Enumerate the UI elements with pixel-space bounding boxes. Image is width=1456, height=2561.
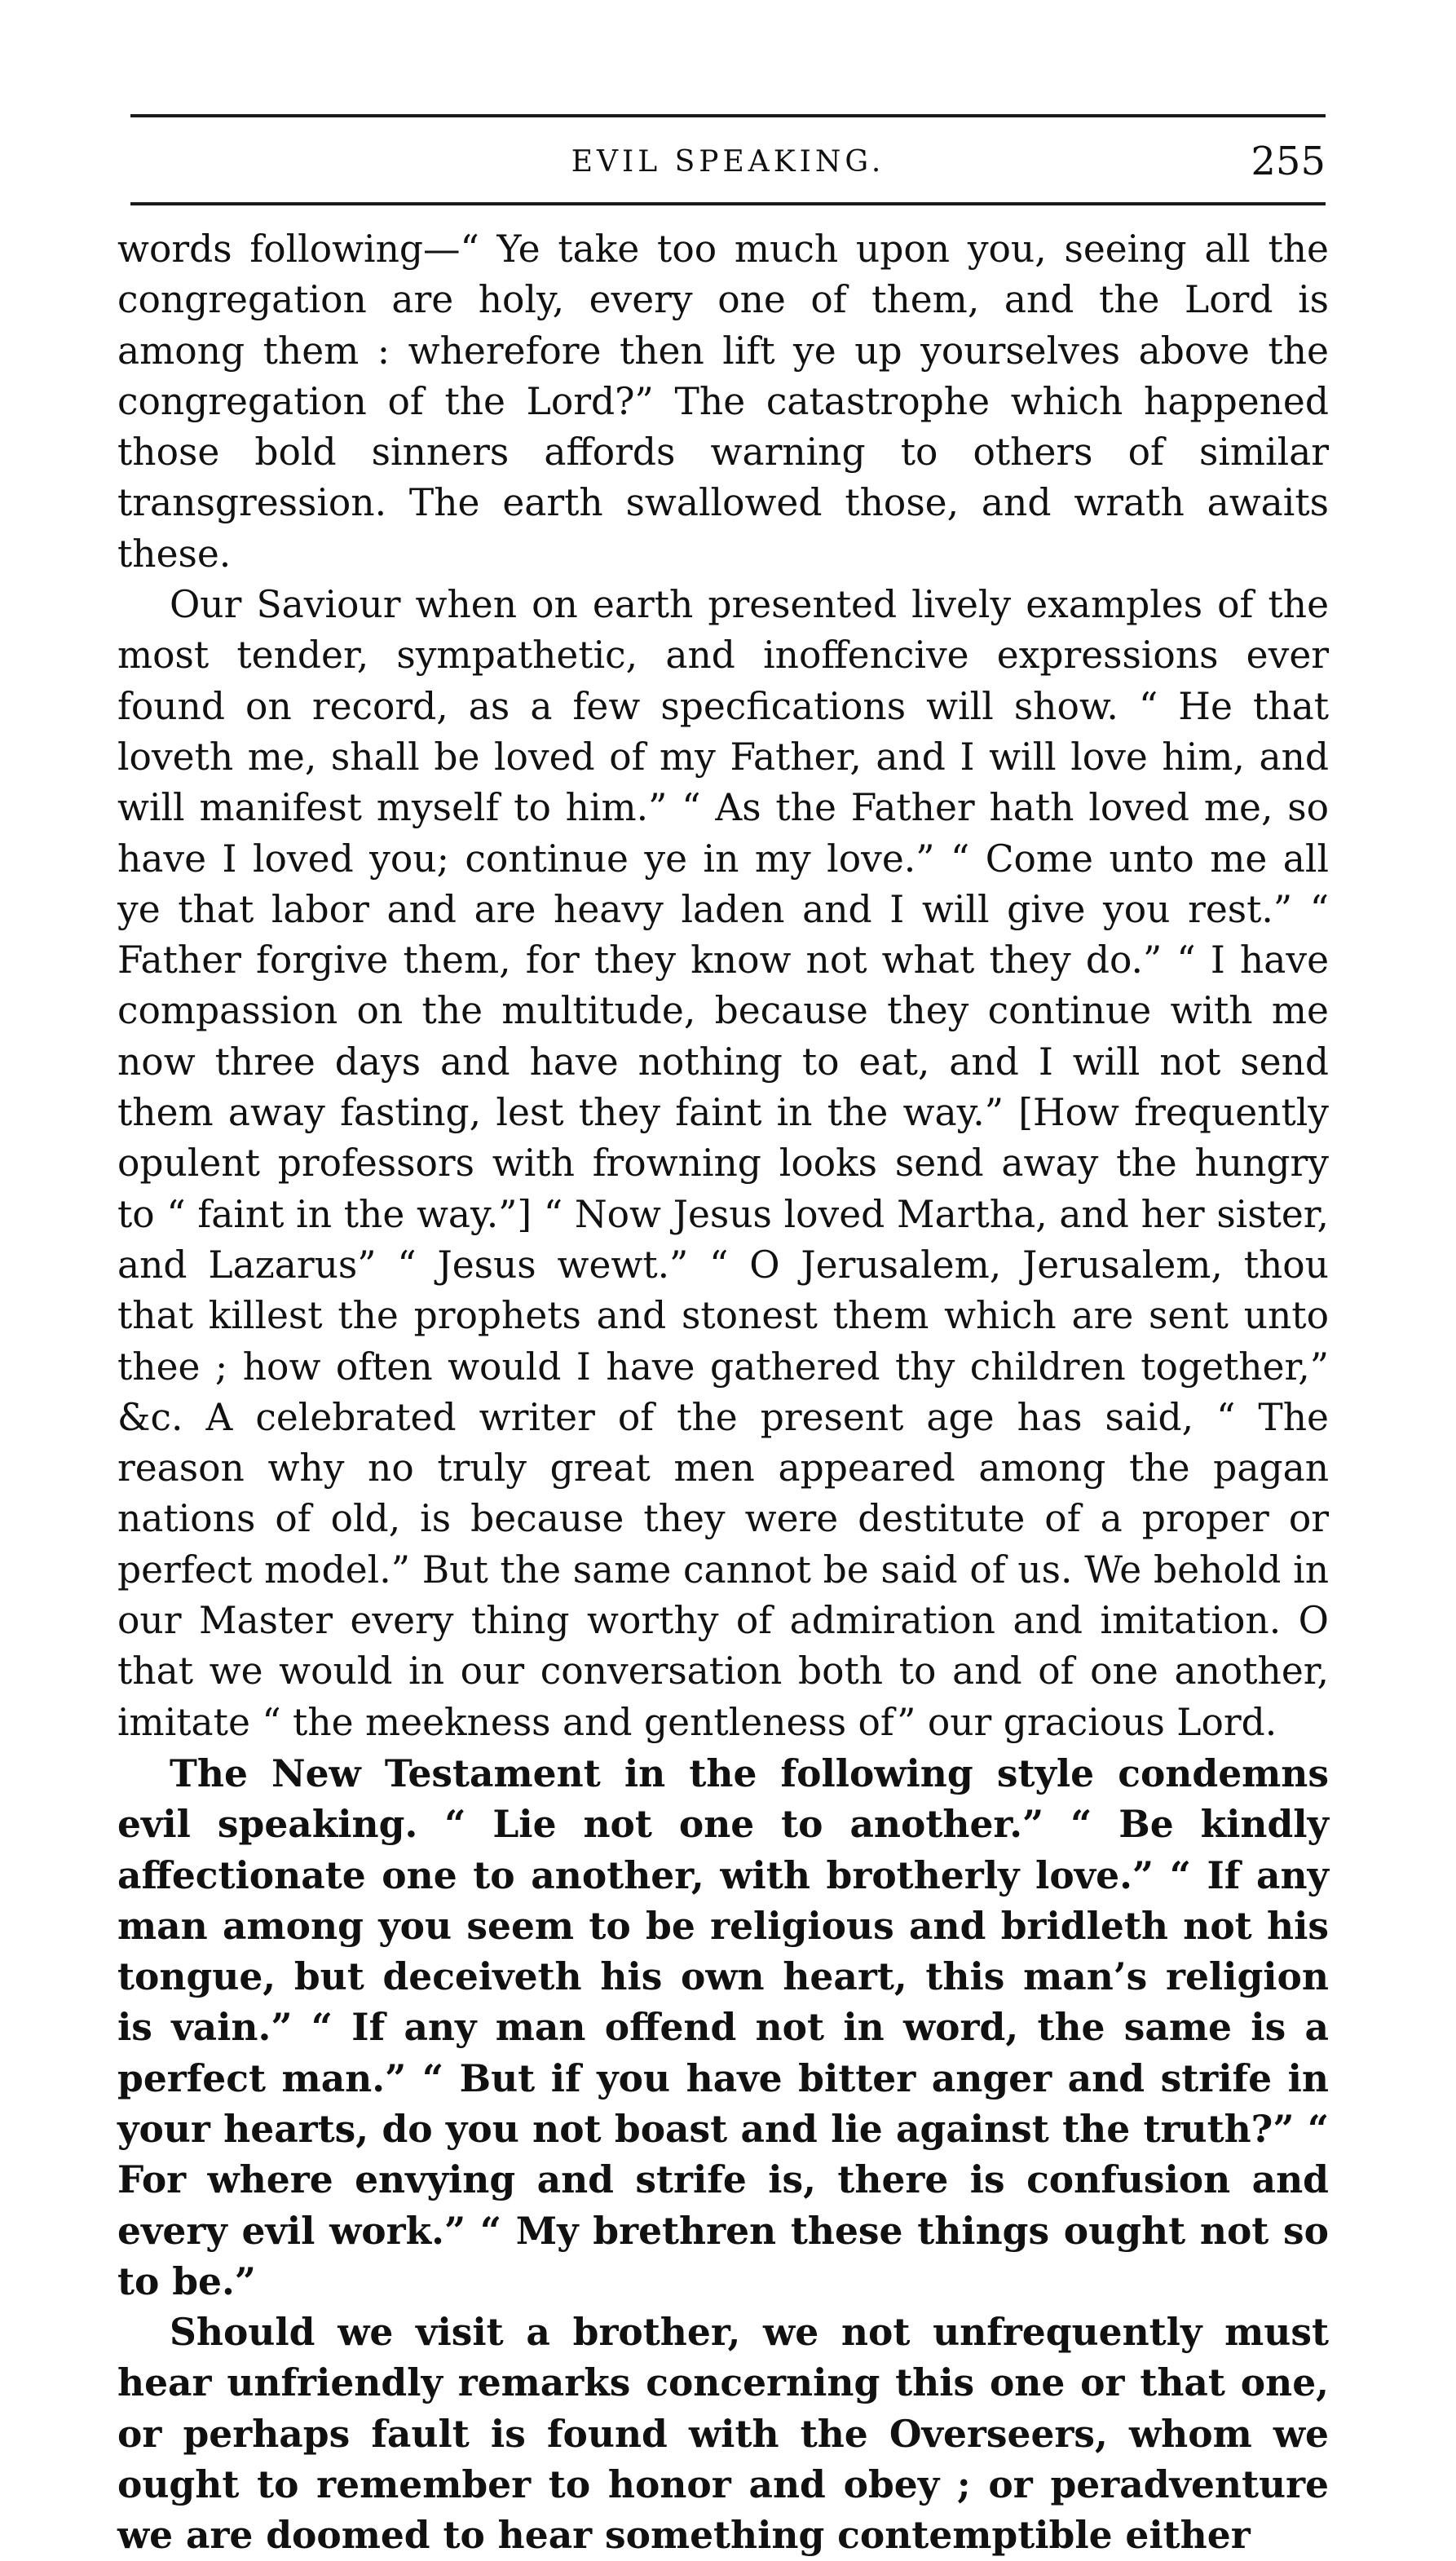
paragraph-new-testament: The New Testament in the following style condemns evil speaking. “ Lie not one to another.” “ Be kindly affectionate one to another, with brotherly love.” “ If any man among you seem to be religious and bridleth not his tongue, but deceiveth his own heart, this man’s religion is vain.” “ If any man offend not in word, the same is a perfect man.” “ But if you have bitter anger and strife in your hearts, do you not boast and lie against the truth?” “ For where envying and strife is, there is confusion and every evil work.” “ My brethren these things ought not so to be.” [117, 1751, 1329, 2303]
header-rule-top [130, 114, 1326, 117]
paragraph-saviour-examples: Our Saviour when on earth presented lively examples of the most tender, sympathetic, and inoffencive expressions ever found on record, as a few specfications will show. “ He that loveth me, shall be loved of my Father, and I will love him, and will manifest myself to him.” “ As the Father hath loved me, so have I loved you; continue ye in my love.” “ Come unto me all ye that labor and are heavy laden and I will give you rest.” “ Father forgive them, for they know not what they do.” “ I have compassion on the multitude, because they continue with me now three days and have nothing to eat, and I will not send them away fasting, lest they faint in the way.” [How frequently opulent professors with frowning looks send away the hungry to “ faint in the way.”] “ Now Jesus loved Martha, and her sister, and Lazarus” “ Jesus wewt.” “ O Jerusalem, Jerusalem, thou that killest the prophets and stonest them which are sent unto thee ; how often would I have gathered thy children together,” &c. A celebrated writer of the present age has said, “ The reason why no truly great men appeared among the pagan nations of old, is because they were destitute of a proper or perfect model.” But the same cannot be said of us. We behold in our Master every thing worthy of admiration and imitation. O that we would in our conversation both to and of one another, imitate “ the meekness and gentleness of” our gracious Lord. [117, 583, 1329, 1744]
page-body [117, 224, 1329, 2561]
page-number: 255 [1251, 139, 1326, 184]
header-rule-bottom [130, 202, 1326, 205]
running-header [130, 139, 1326, 188]
running-title: EVIL SPEAKING. [571, 145, 885, 179]
paragraph-continuation: words following—“ Ye take too much upon you, seeing all the congregation are holy, every one of them, and the Lord is among them : wherefore then lift ye up yourselves above the congregation of the Lord?” The catastrophe which happened those bold sinners affords warning to others of similar transgression. The earth swallowed those, and wrath awaits these. [117, 227, 1329, 576]
paragraph-visit-brother: Should we visit a brother, we not unfrequently must hear unfriendly remarks concerning this one or that one, or perhaps fault is found with the Overseers, whom we ought to remember to honor and obey ; or peradventure we are doomed to hear something contemptible either [117, 2310, 1329, 2558]
